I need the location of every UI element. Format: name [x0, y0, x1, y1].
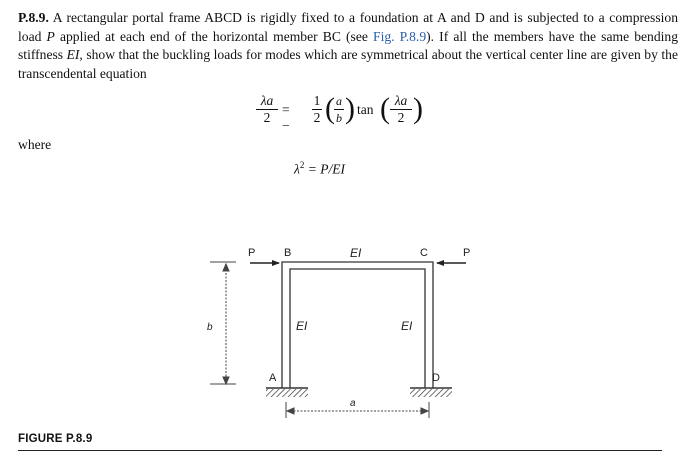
paren-close-2: ) [413, 92, 423, 125]
lhs-numerator: λa [260, 93, 274, 108]
problem-text-c: ). If all the members have the same bending stiffness [18, 28, 679, 62]
problem-text-d: , show that the buckling loads for modes which are symmetrical about the vertical center line are given by the transcendental equation [18, 47, 678, 81]
label-EI-right: EI [401, 319, 413, 333]
support-D [410, 388, 452, 397]
problem-text-a: A rectangular portal frame ABCD is rigidly fixed to a foundation at A and D and is subjected to a compression load [18, 10, 678, 44]
label-C: C [420, 247, 428, 259]
paren-close-1: ) [345, 92, 355, 125]
label-D: D [432, 372, 440, 384]
problem-text-b: applied at each end of the horizontal member BC (see [54, 28, 374, 44]
caption-rule [18, 450, 662, 451]
lambda-symbol: λ [294, 161, 300, 177]
label-EI-top: EI [350, 246, 362, 260]
lambda-rhs: = P/EI [304, 161, 345, 177]
lhs-denominator: 2 [263, 110, 271, 125]
dimension-b [210, 262, 236, 384]
where-label: where [18, 137, 52, 152]
ab-denominator: b [336, 111, 342, 125]
problem-number: P.8.9. [18, 10, 49, 25]
arg-numerator: λa [394, 93, 408, 108]
label-EI-left: EI [296, 319, 308, 333]
label-A: A [269, 372, 277, 384]
half-denominator: 2 [313, 110, 321, 125]
arg-denominator: 2 [397, 110, 405, 125]
ab-numerator: a [336, 94, 342, 108]
figure-caption: FIGURE P.8.9 [18, 433, 93, 445]
label-a: a [350, 398, 356, 409]
tan-function: tan [357, 102, 374, 117]
equals-minus: = − [282, 102, 290, 133]
figure-reference-link[interactable]: Fig. P.8.9 [373, 28, 427, 44]
label-P-left: P [248, 247, 256, 259]
label-P-right: P [463, 247, 471, 259]
dimension-a [286, 402, 429, 418]
lambda-exponent: 2 [299, 160, 305, 170]
symbol-P: P [46, 28, 55, 44]
label-b: b [207, 322, 213, 333]
half-numerator: 1 [313, 93, 321, 108]
paren-open-1: ( [325, 92, 335, 125]
support-A [266, 388, 308, 397]
symbol-EI: EI [66, 47, 80, 62]
paren-open-2: ( [380, 92, 390, 125]
label-B: B [284, 247, 292, 259]
